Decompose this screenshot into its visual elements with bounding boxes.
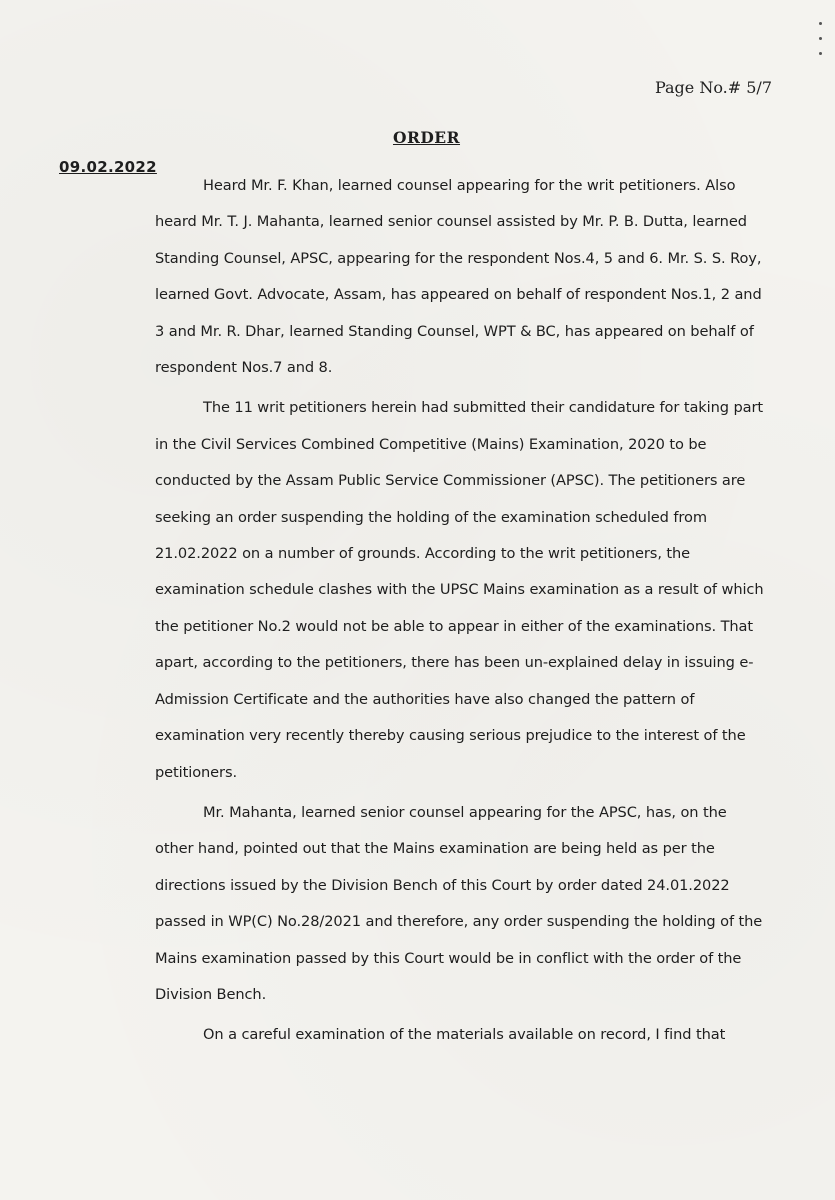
order-date: 09.02.2022: [59, 158, 157, 176]
order-heading-wrap: [0, 128, 835, 147]
paragraph: The 11 writ petitioners herein had submitted their candidature for taking part in the Civil Services Combined Competitive (Mains) Examination, 2020 to be conducted by the Assam Public Service Commissioner (APSC). The petitioners are seeking an order suspending the holding of the examination scheduled from 21.02.2022 on a number of grounds. According to the writ petitioners, the examination schedule clashes with the UPSC Mains examination as a result of which the petitioner No.2 would not be able to appear in either of the examinations. That apart, according to the petitioners, there has been un-explained delay in issuing e-Admission Certificate and the authorities have also changed the pattern of examination very recently thereby causing serious prejudice to the interest of the petitioners.: [155, 399, 764, 781]
order-body: [155, 168, 767, 1058]
paragraph: Heard Mr. F. Khan, learned counsel appearing for the writ petitioners. Also heard Mr. T. J. Mahanta, learned senior counsel assisted by Mr. P. B. Dutta, learned Standing Counsel, APSC, appearing for the respondent Nos.4, 5 and 6. Mr. S. S. Roy, learned Govt. Advocate, Assam, has appeared on behalf of respondent Nos.1, 2 and 3 and Mr. R. Dhar, learned Standing Counsel, WPT & BC, has appeared on behalf of respondent Nos.7 and 8.: [155, 177, 762, 377]
paragraph: Mr. Mahanta, learned senior counsel appearing for the APSC, has, on the other hand, pointed out that the Mains examination are being held as per the directions issued by the Division Bench of this Court by order dated 24.01.2022 passed in WP(C) No.28/2021 and therefore, any order suspending the holding of the Mains examination passed by this Court would be in conflict with the order of the Division Bench.: [155, 803, 763, 1003]
page-number: Page No.# 5/7: [654, 78, 772, 97]
order-heading: ORDER: [392, 128, 461, 147]
paragraph: On a careful examination of the materials available on record, I find that: [203, 1026, 726, 1044]
scan-artifact-dots: [819, 22, 825, 67]
